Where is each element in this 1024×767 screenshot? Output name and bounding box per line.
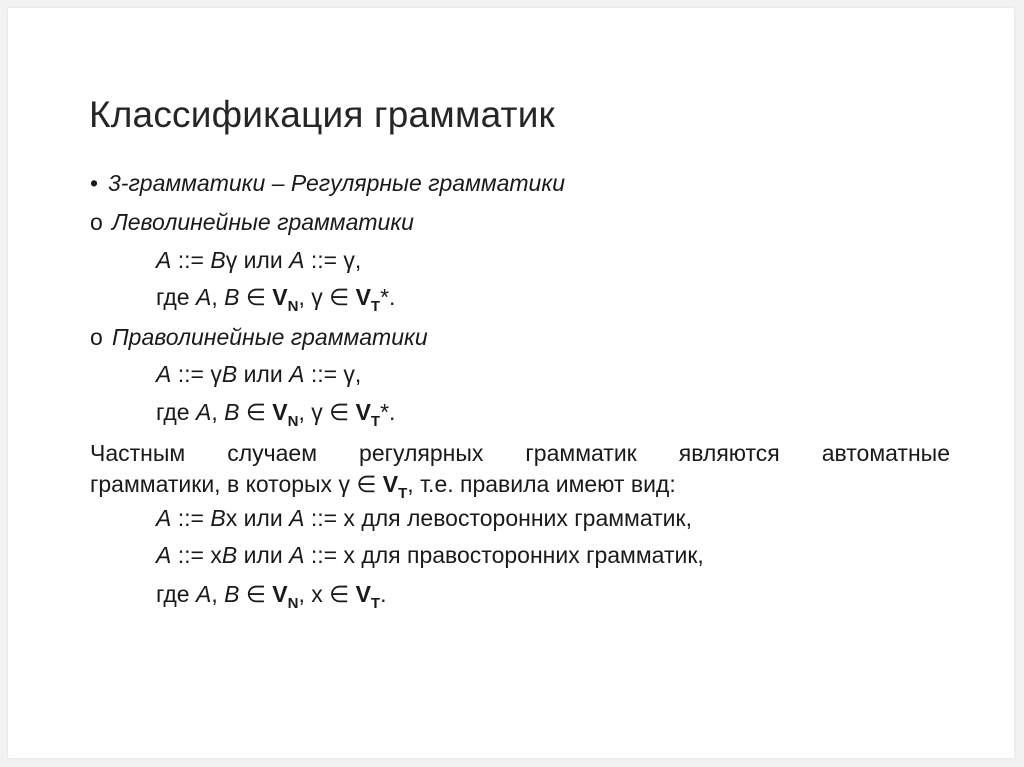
subscript-n: N [287, 298, 299, 315]
element-of-symbol: ∈ [329, 284, 356, 310]
op-define: ::= [171, 505, 211, 531]
symbol-a: A [156, 542, 172, 568]
symbol-b: B [210, 505, 226, 531]
subscript-t: T [398, 485, 408, 502]
subscript-t: T [370, 413, 381, 430]
word-where: где [156, 284, 196, 310]
subscript-t: T [370, 298, 381, 315]
symbol-b: B [221, 542, 238, 568]
right-linear-condition [156, 397, 395, 437]
right-linear-label: Праволинейные грамматики [112, 324, 428, 350]
element-of-symbol: ∈ [329, 581, 356, 607]
subscript-n: N [287, 595, 299, 612]
symbol-b: B [221, 361, 238, 387]
symbol-b: B [224, 581, 240, 607]
element-of-symbol: ∈ [329, 399, 356, 425]
automaton-paragraph [90, 438, 950, 509]
bullet-text: 3-грамматики – Регулярные грамматики [108, 170, 566, 196]
circle-marker: o [90, 209, 103, 235]
bullet-marker: • [90, 170, 99, 196]
rule-tail: ::= x для правосторонних грамматик, [304, 542, 704, 568]
symbol-a: A [289, 247, 305, 273]
kleene-star: *. [380, 399, 396, 425]
symbol-a: A [195, 399, 212, 425]
symbol-gamma: γ [225, 247, 238, 273]
element-of-symbol: ∈ [239, 399, 273, 425]
slide [8, 8, 1014, 758]
word-or: или [237, 542, 290, 568]
symbol-b: B [224, 284, 240, 310]
symbol-v: V [272, 284, 288, 310]
word-or: или [237, 361, 290, 387]
paragraph-line-2-end: , т.е. правила имеют вид: [407, 471, 676, 497]
symbol-x: , x [298, 581, 330, 607]
left-linear-rule [156, 245, 361, 275]
symbol-a: A [289, 542, 305, 568]
comma: , [211, 284, 225, 310]
right-linear-rule [156, 359, 361, 389]
subitem-right-linear [90, 322, 428, 352]
bullet-regular-grammars [90, 168, 565, 198]
symbol-v: V [272, 399, 288, 425]
op-define: ::= γ [171, 361, 222, 387]
symbol-a: A [289, 505, 305, 531]
symbol-v: V [355, 399, 371, 425]
symbol-gamma: , γ [298, 284, 330, 310]
symbol-a: A [156, 247, 172, 273]
symbol-v: V [355, 581, 371, 607]
subitem-left-linear [90, 207, 414, 237]
symbol-a: A [156, 505, 172, 531]
circle-marker: o [90, 324, 103, 350]
word-or: или [237, 247, 290, 273]
kleene-star: *. [380, 284, 396, 310]
automaton-right-rule [156, 540, 704, 570]
symbol-b: B [224, 399, 240, 425]
symbol-a: A [156, 361, 172, 387]
symbol-a: A [289, 361, 305, 387]
symbol-v: V [382, 471, 399, 497]
period: . [380, 581, 387, 607]
comma: , [211, 399, 225, 425]
op-define: ::= γ, [304, 247, 362, 273]
automaton-left-rule [156, 503, 692, 533]
comma: , [211, 581, 225, 607]
op-define: ::= [171, 247, 211, 273]
symbol-a: A [195, 581, 212, 607]
element-of-symbol: ∈ [356, 471, 383, 497]
slide-title: Классификация грамматик [89, 94, 555, 135]
paragraph-line-1: Частным случаем регулярных грамматик являются автоматные [90, 440, 950, 466]
word-where: где [156, 399, 196, 425]
symbol-v: V [355, 284, 371, 310]
paragraph-line-2-start: грамматики, в которых γ [90, 471, 357, 497]
symbol-a: A [195, 284, 212, 310]
op-define: ::= x [171, 542, 222, 568]
left-linear-label: Леволинейные грамматики [112, 209, 414, 235]
automaton-condition [156, 579, 386, 619]
rule-tail: ::= x для левосторонних грамматик, [304, 505, 692, 531]
symbol-gamma: , γ [298, 399, 330, 425]
left-linear-condition [156, 282, 395, 322]
element-of-symbol: ∈ [239, 581, 273, 607]
symbol-b: B [210, 247, 226, 273]
element-of-symbol: ∈ [239, 284, 273, 310]
symbol-x-or: x или [225, 505, 290, 531]
word-where: где [156, 581, 196, 607]
symbol-v: V [272, 581, 288, 607]
subscript-t: T [370, 595, 381, 612]
subscript-n: N [287, 413, 299, 430]
op-define: ::= γ, [304, 361, 362, 387]
